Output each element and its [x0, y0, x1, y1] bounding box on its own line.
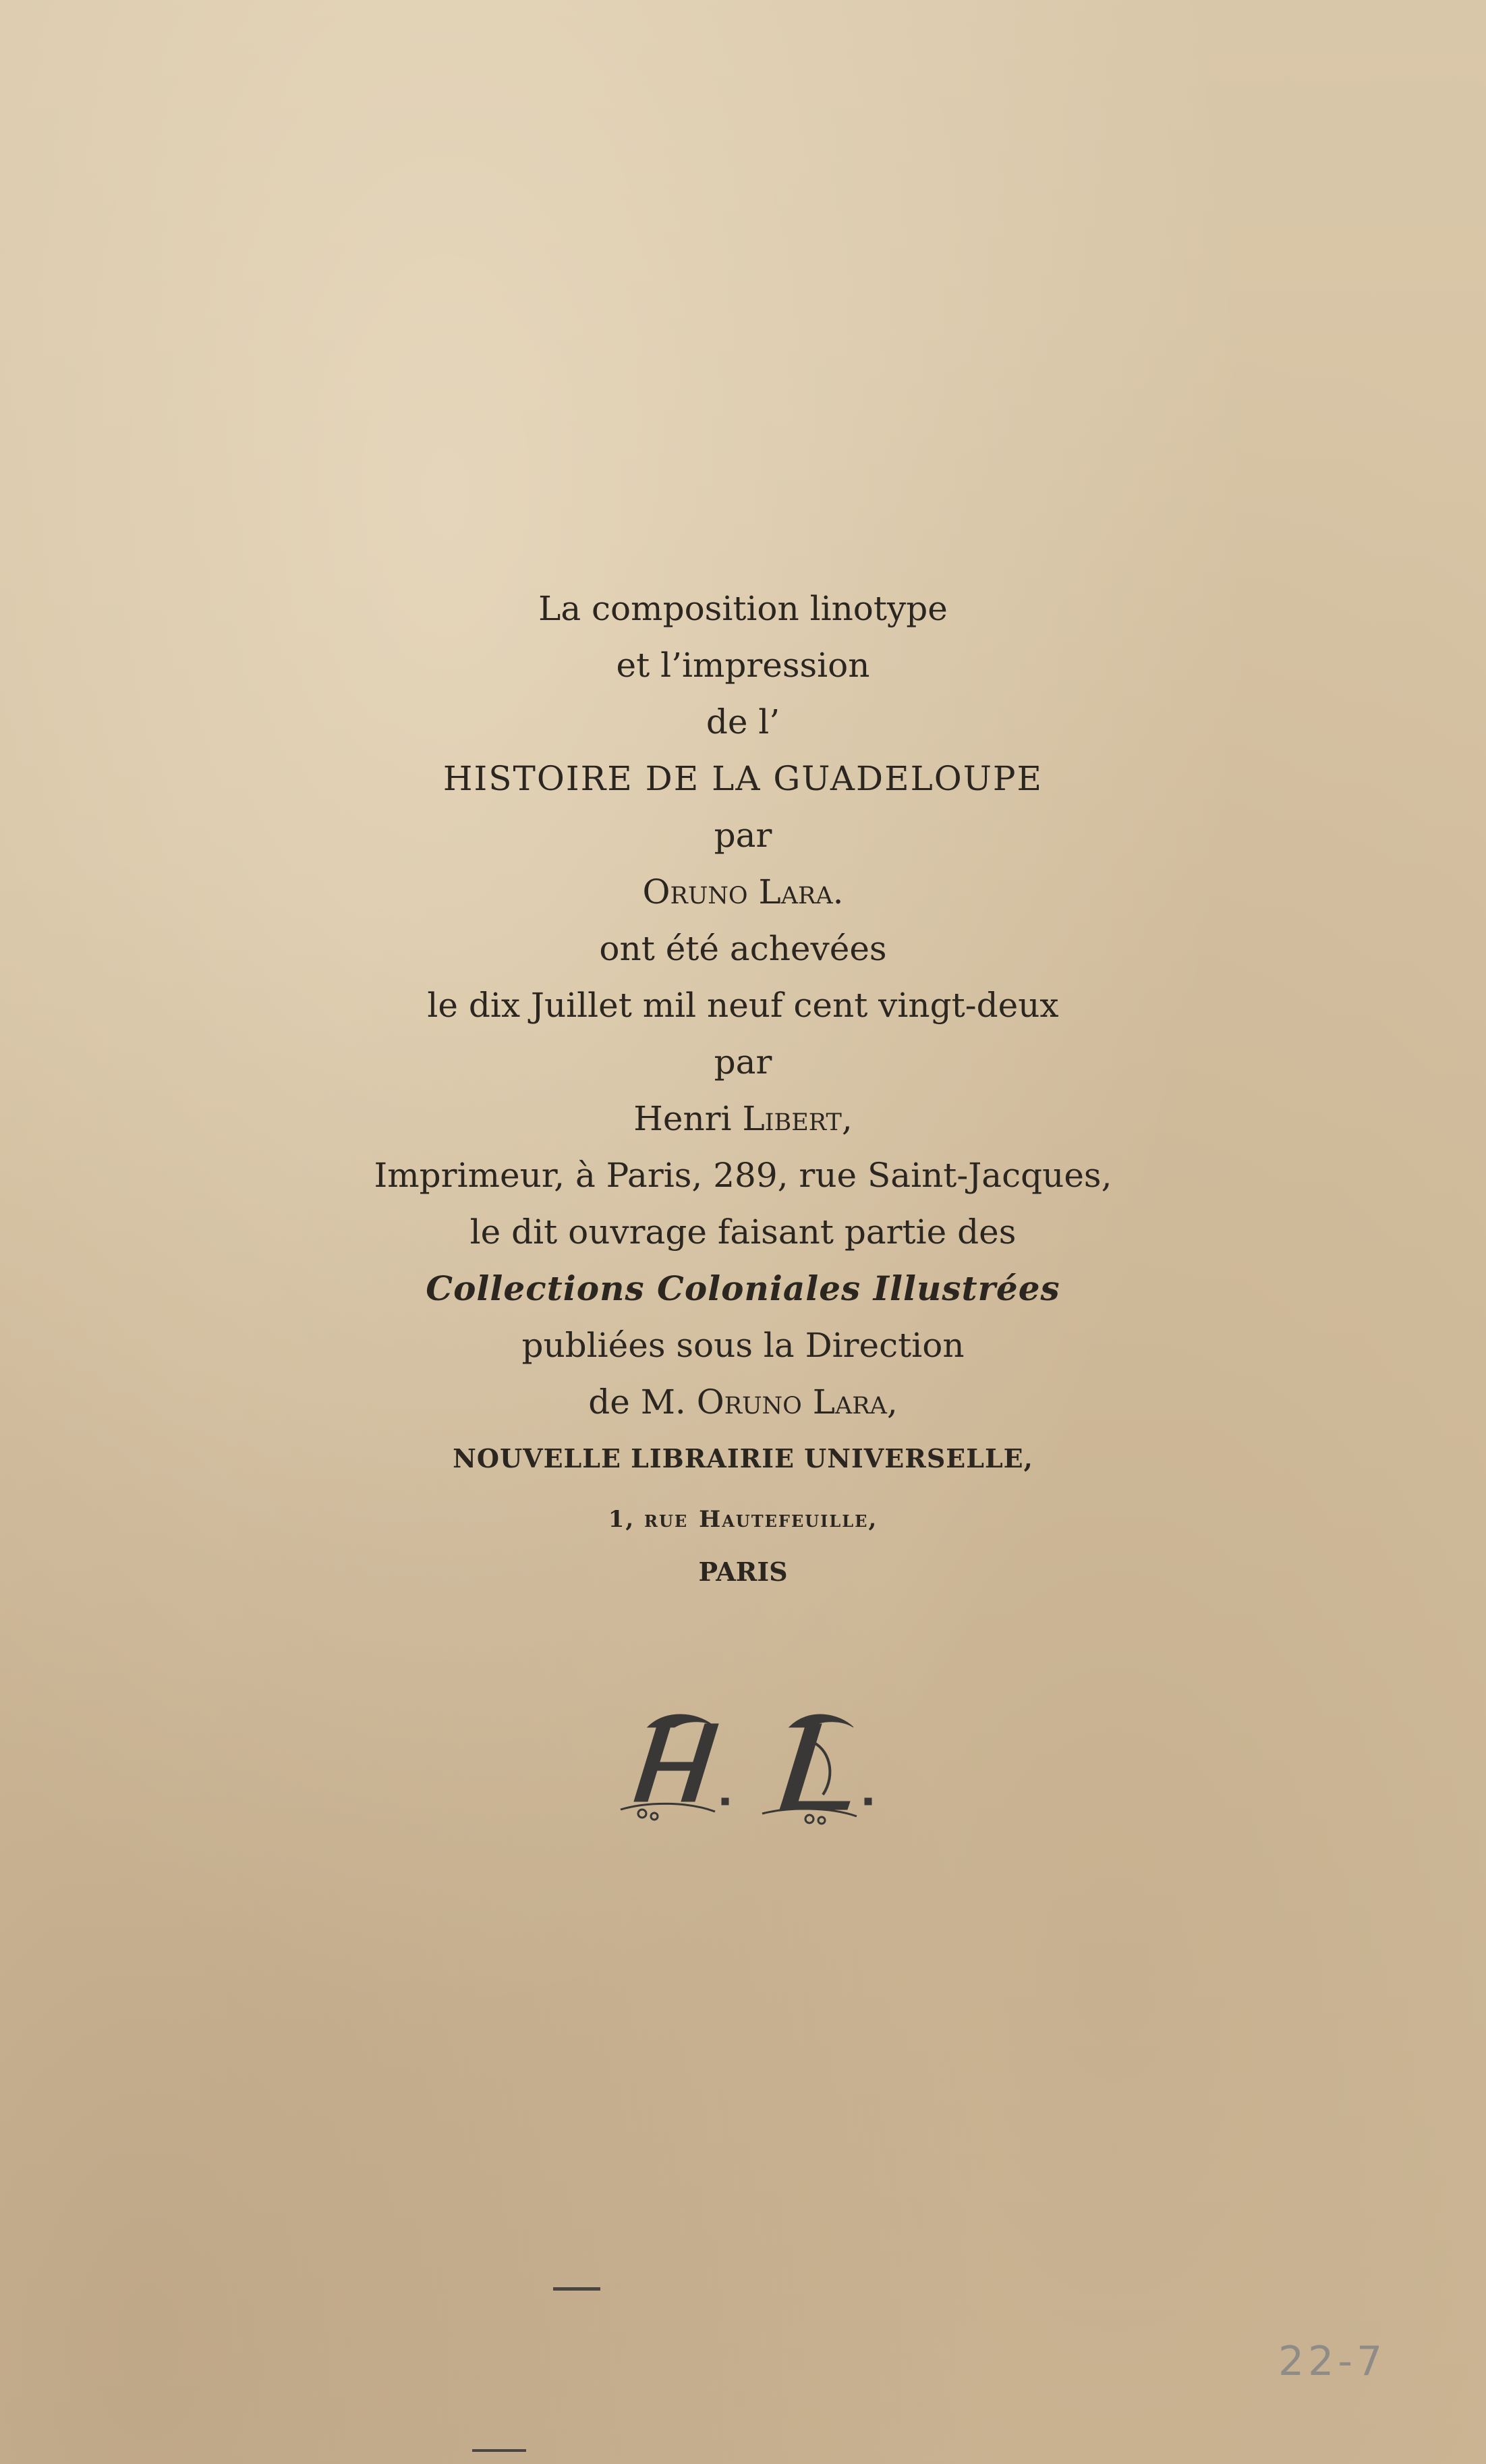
publisher-city: PARIS	[698, 1557, 788, 1587]
small-dash-mark	[553, 2287, 600, 2291]
publisher-name: NOUVELLE LIBRAIRIE UNIVERSELLE,	[453, 1443, 1033, 1474]
small-dash-mark-bottom	[472, 2449, 526, 2452]
colophon-line-7: ont été achevées	[599, 929, 887, 968]
printer-address: Imprimeur, à Paris, 289, rue Saint-Jacques,	[374, 1156, 1112, 1195]
monogram-h-ornament	[621, 1714, 728, 1820]
publisher-address	[0, 1487, 1486, 1544]
colophon	[0, 580, 1486, 1600]
director-name: Oruno Lara,	[696, 1382, 898, 1422]
printer-line	[0, 1090, 1486, 1147]
printer-first-name: Henri	[633, 1099, 732, 1138]
colophon-line-2: et l’impression	[616, 646, 870, 685]
publisher-street-prefix: 1, rue	[608, 1506, 689, 1533]
colophon-line-5: par	[714, 816, 772, 855]
publisher-street-name: Hautefeuille,	[699, 1506, 878, 1533]
book-title: HISTOIRE DE LA GUADELOUPE	[442, 759, 1044, 798]
collection-name: Collections Coloniales Illustrées	[426, 1268, 1060, 1308]
colophon-line-12: le dit ouvrage faisant partie des	[469, 1212, 1017, 1252]
handwritten-pencil-note: 22-7	[1278, 2338, 1387, 2385]
director-prefix: de M.	[588, 1382, 686, 1422]
colophon-line-3: de l’	[706, 702, 780, 741]
colophon-line-9: par	[714, 1042, 772, 1082]
monogram-l-ornament	[762, 1714, 871, 1824]
colophon-line-1: La composition linotype	[538, 589, 948, 628]
author-name: Oruno Lara.	[642, 872, 844, 912]
printer-last-name: Libert,	[742, 1099, 853, 1138]
printer-monogram	[607, 1700, 917, 1842]
completion-date: le dix Juillet mil neuf cent vingt-deux	[427, 986, 1059, 1025]
director-line	[0, 1374, 1486, 1430]
colophon-line-14: publiées sous la Direction	[521, 1326, 965, 1365]
